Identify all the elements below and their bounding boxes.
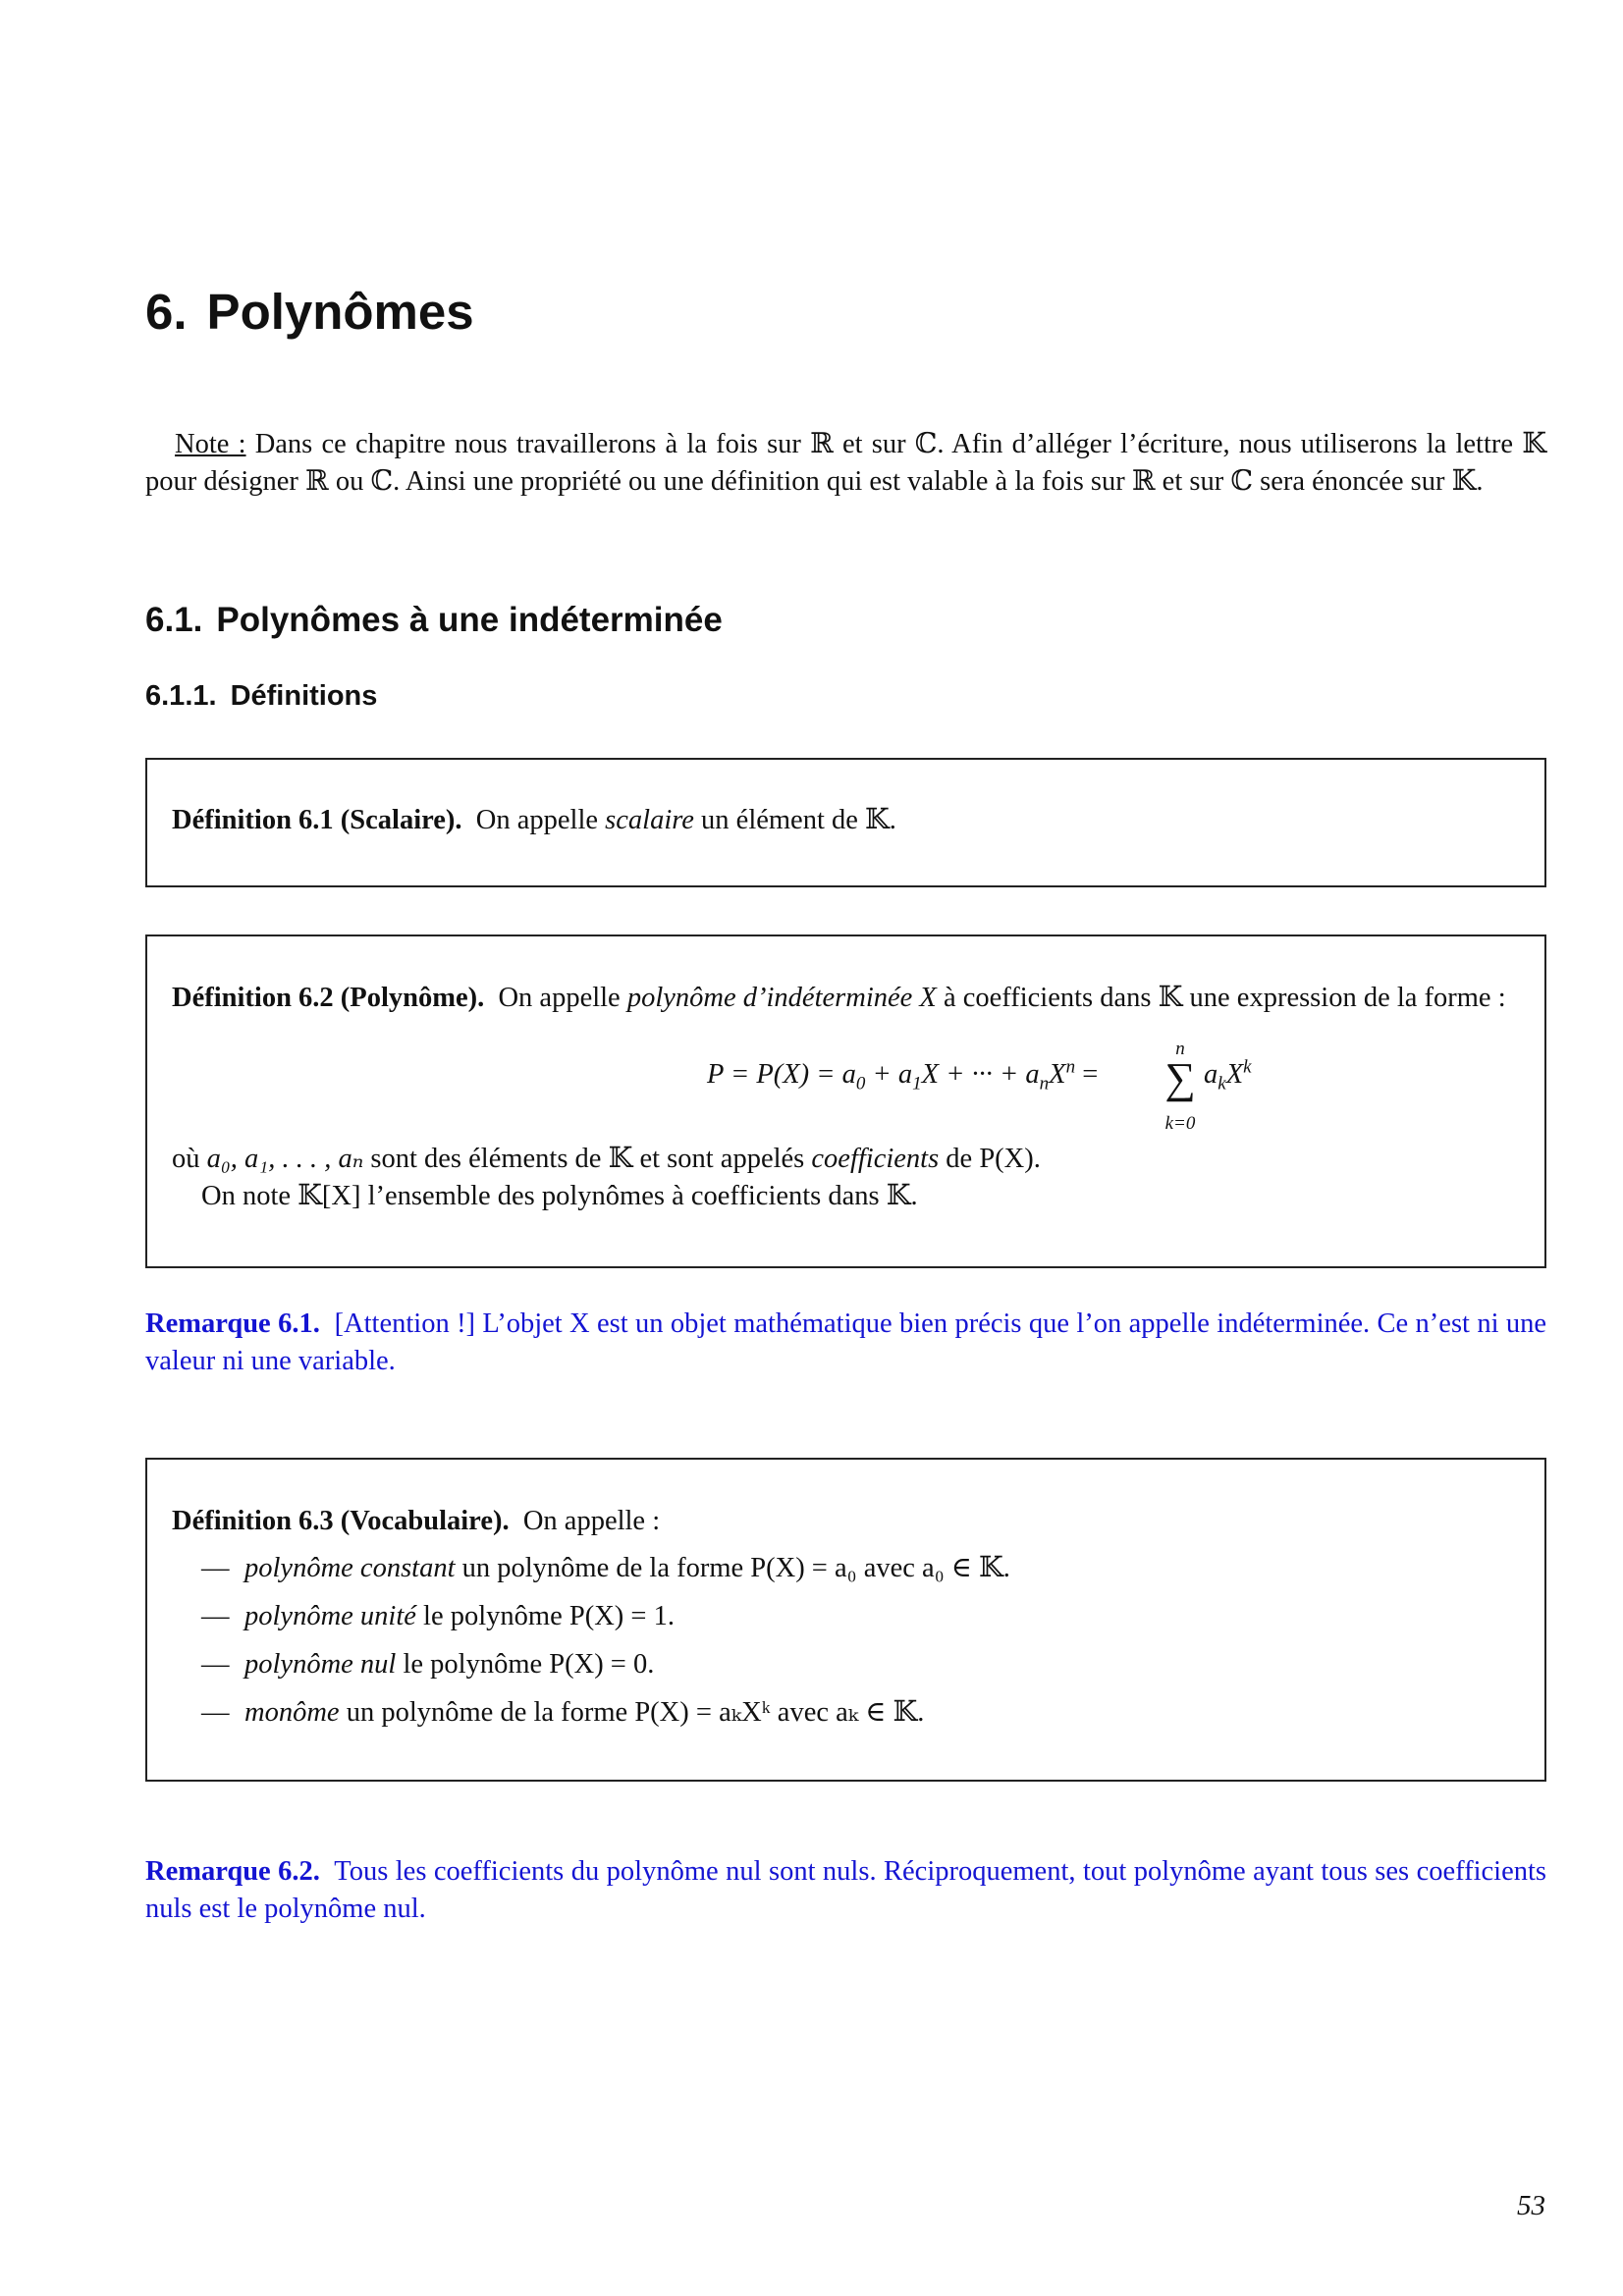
term: polynôme nul xyxy=(244,1649,397,1680)
formula-superscript: k xyxy=(1243,1056,1252,1078)
definition-emphasis: polynôme d’indéterminée X xyxy=(626,983,937,1013)
definition-text xyxy=(172,980,1520,1017)
chapter-title-text: Polynômes xyxy=(206,284,474,340)
coeff-suffix: de P(X). xyxy=(946,1144,1041,1174)
formula-subscript: k xyxy=(1217,1073,1226,1095)
definition-heading: Définition 6.1 (Scalaire). xyxy=(172,805,462,835)
term-definition: un polynôme de la forme P(X) = a₀ avec a₀ ∈ 𝕂. xyxy=(461,1553,1010,1583)
formula-part: + a xyxy=(865,1059,913,1090)
definition-text xyxy=(172,1503,1520,1540)
summation xyxy=(1161,1039,1204,1135)
formula-superscript: n xyxy=(1065,1056,1076,1078)
remark-text: [Attention !] L’objet X est un objet mathématique bien précis que l’on appelle indéterminée. Ce n’est ni une valeur ni une variable. xyxy=(145,1308,1546,1376)
sum-lower-bound: k=0 xyxy=(1164,1113,1196,1134)
sum-upper-bound: n xyxy=(1175,1039,1185,1059)
definition-heading: Définition 6.2 (Polynôme). xyxy=(172,983,485,1013)
note-text: Dans ce chapitre nous travaillerons à la fois sur ℝ et sur ℂ. Afin d’alléger l’écriture, nous utiliserons la lettre 𝕂 pour désigner ℝ ou ℂ. Ainsi une propriété ou une définition qui est valable à la fois sur ℝ et sur ℂ sera énoncée sur 𝕂. xyxy=(145,429,1546,497)
list-item xyxy=(172,1646,1520,1694)
term-definition: le polynôme P(X) = 1. xyxy=(423,1601,675,1631)
definition-text xyxy=(172,802,1520,839)
sum-symbol: ∑ xyxy=(1164,1054,1196,1102)
formula-part: X xyxy=(1225,1059,1244,1090)
formula-subscript: 1 xyxy=(912,1073,922,1095)
vocabulary-list xyxy=(172,1550,1520,1742)
formula-part: X xyxy=(1049,1059,1066,1090)
dash-bullet: — xyxy=(201,1553,230,1583)
definition-box-scalaire xyxy=(145,758,1546,887)
remark-heading: Remarque 6.2. xyxy=(145,1856,320,1887)
chapter-title xyxy=(145,283,474,342)
formula-lhs xyxy=(707,1056,1098,1094)
formula-subscript: 0 xyxy=(855,1073,866,1095)
chapter-note xyxy=(145,426,1546,501)
remark-6-2 xyxy=(145,1853,1546,1928)
formula-part: a xyxy=(1204,1059,1218,1090)
page-number: 53 xyxy=(1517,2190,1545,2221)
coefficients-line xyxy=(172,1141,1520,1178)
notation-line: On note 𝕂[X] l’ensemble des polynômes à coefficients dans 𝕂. xyxy=(201,1181,918,1211)
formula-part: X + ··· + a xyxy=(921,1059,1040,1090)
term: monôme xyxy=(244,1697,340,1728)
polynomial-formula xyxy=(147,1039,1544,1135)
remark-heading: Remarque 6.1. xyxy=(145,1308,320,1339)
section-title xyxy=(145,599,723,642)
list-item xyxy=(172,1550,1520,1598)
coeff-mid: sont des éléments de 𝕂 et sont appelés xyxy=(370,1144,805,1174)
coeff-emphasis: coefficients xyxy=(811,1144,940,1174)
definition-text-before: On appelle xyxy=(475,805,599,835)
remark-text: Tous les coefficients du polynôme nul sont nuls. Réciproquement, tout polynôme ayant tous ses coefficients nuls est le polynôme nul. xyxy=(145,1856,1546,1924)
formula-subscript: n xyxy=(1039,1073,1050,1095)
definition-box-vocabulaire xyxy=(145,1458,1546,1782)
term-definition: le polynôme P(X) = 0. xyxy=(403,1649,655,1680)
note-label: Note : xyxy=(175,429,246,459)
definition-text-before: On appelle : xyxy=(522,1506,661,1536)
definition-box-polynome xyxy=(145,934,1546,1268)
coeff-list: a₀, a₁, . . . , aₙ xyxy=(206,1144,364,1174)
definition-emphasis: scalaire xyxy=(605,805,694,835)
list-item xyxy=(172,1694,1520,1742)
definition-text-before: On appelle xyxy=(498,983,621,1013)
chapter-number: 6. xyxy=(145,284,188,340)
definition-heading: Définition 6.3 (Vocabulaire). xyxy=(172,1506,510,1536)
formula-part: = xyxy=(1075,1059,1099,1090)
dash-bullet: — xyxy=(201,1601,230,1631)
definition-text-after: un élément de 𝕂. xyxy=(701,805,896,835)
dash-bullet: — xyxy=(201,1697,230,1728)
term: polynôme unité xyxy=(244,1601,416,1631)
subsection-title-text: Définitions xyxy=(230,680,378,712)
term-definition: un polynôme de la forme P(X) = aₖXᵏ avec aₖ ∈ 𝕂. xyxy=(346,1697,925,1728)
remark-6-1 xyxy=(145,1306,1546,1380)
coeff-prefix: où xyxy=(172,1144,200,1174)
term: polynôme constant xyxy=(244,1553,456,1583)
section-number: 6.1. xyxy=(145,601,203,639)
section-title-text: Polynômes à une indéterminée xyxy=(216,601,723,639)
subsection-title xyxy=(145,678,377,714)
list-item xyxy=(172,1598,1520,1646)
definition-text-after: à coefficients dans 𝕂 une expression de la forme : xyxy=(943,983,1506,1013)
sum-term xyxy=(1204,1056,1252,1094)
formula-part: P = P(X) = a xyxy=(707,1059,856,1090)
subsection-number: 6.1.1. xyxy=(145,680,217,712)
dash-bullet: — xyxy=(201,1649,230,1680)
